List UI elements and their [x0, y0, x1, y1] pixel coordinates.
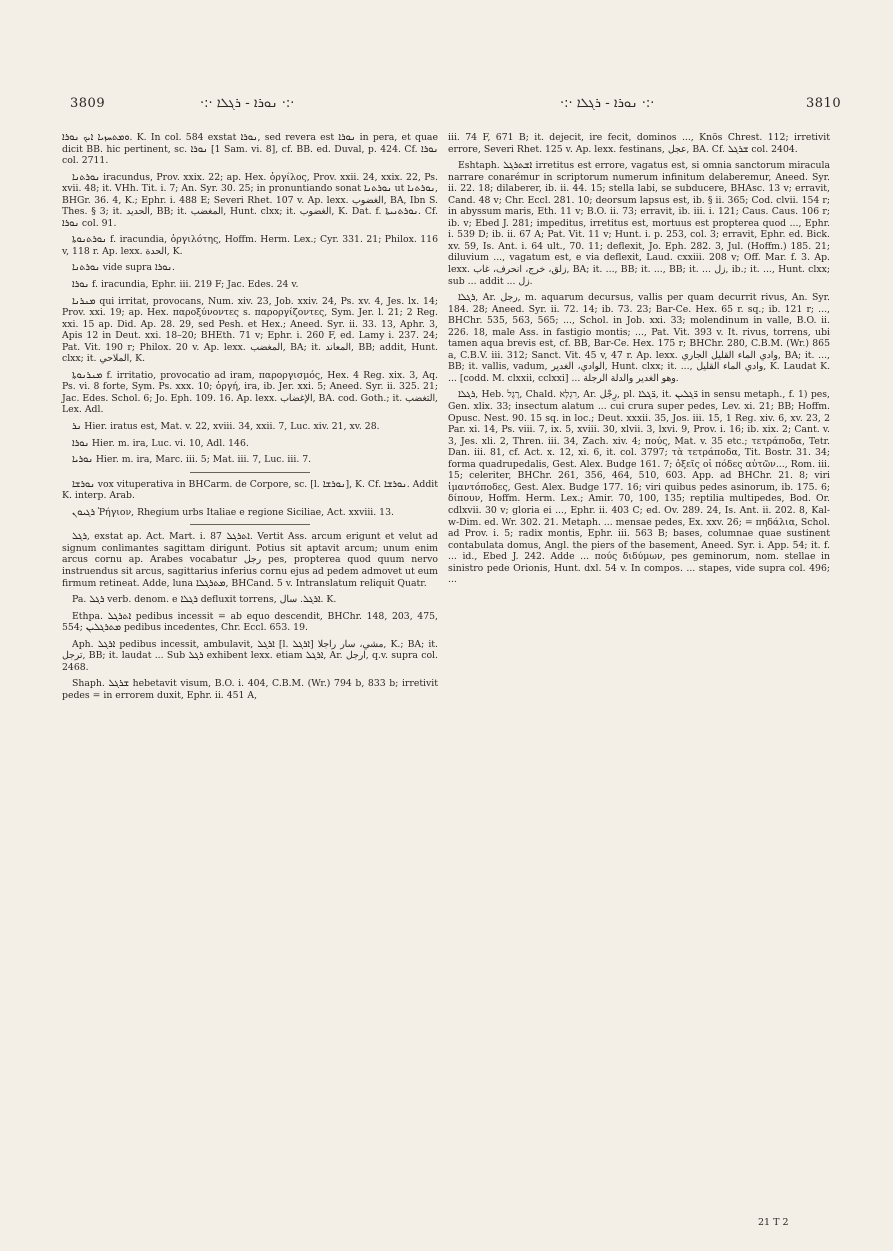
section-divider: [190, 472, 310, 473]
entry: ܢܘܪܬܢܐ vide supra ܢܘܪܐ.: [72, 262, 175, 274]
left-column: [62, 132, 438, 706]
entry: ܪܓܠܐ, Heb. רֶגֶל, Chald. רִגְלָא, Ar. رِجْل, pl. ܪ̈ܓܠܐ, it. ܪ̈ܓܠܝܢ in sensu metaph., f. 1) pes, Gen. xlix. 33; insectum alatum ... cui crura super pedes, Lev. xi. 21; BB; Hoffm. Opusc. Nest. 90. 15 sq. in loc.; Deut. xxxii. 35, Jos. iii. 15, 1 Reg. xiv. 6, xv. 23, 2 Par. xi. 14, Ps. viii. 7, ix. 5, xviii. 30, xlvii. 3, lxvi. 9, Prov. i. 16; ib. xix. 2; Cant. v. 3, Jes. xli. 2, Thren. iii. 34, Zach. xiv. 4; πούς, Mat. v. 35 etc.; τετράποδα, Tetr. Dan. iii. 81, cf. Act. x. 12, xi. 6, it. col. 3797; τὰ τετράποδα, Tit. Bostr. 31. 34; forma quadrupedalis, Gest. Alex. Budge 161. 7; ὀξεῖς οἱ πόδες αὐτῶν..., Rom. iii. 15; celeriter, BHChr. 261, 356, 464, 510, 603. App. ad BHChr. 21. 8; viri ἱμαντόποδες, Gest. Alex. Budge 177. 16; viri quibus pedes asinorum, ib. 175. 6; δίπουν, Hoffm. Herm. Lex.; Amir. 70, 100, 135; reptilia multipedes, Bod. Or. cdlxvii. 30 v; gloria ei ..., Ephr. ii. 403 C; ed. Ov. 289. 24, Is. Ant. ii. 202. 8, Kal-w-Dim. ed. Wr. 302. 21. Metaph. ... mensae pedes, Ex. xxv. 26; = πηδάλια, Schol. ad Prov. i. 5; radix montis, Ephr. iii. 563 B; bases, columnae quae sustinent contabulata domus, Angl. the piers of the basement, Aneed. Syr. i. App. 54; it. f. ... id., Ebed J. 242. Adde ... πούς διδύμων, pes geminorum, nom. stellae in sinistro pede Orionis, Hunt. dxl. 54 v. In compos. ... stapes, vide supra col. 496; ...: [448, 389, 831, 586]
entry: ܡܢܪܢܐ qui irritat, provocans, Num. xiv. 23, Job. xxiv. 24, Ps. xv. 4, Jes. lx. 14; Prov. xxi. 19; ap. Hex. παροξύνοντες s. παροργίζοντες, Sym. Jer. l. 21; 2 Reg. xxi. 15 ap. Did. Ap. 28. 29, sed Pesh. et Hex.; Aneed. Syr. ii. 33. 13, Aphr. 3, Apis 12 in Deut. xxi. 18–20; BHEth. 71 v; Ephr. i. 260 F, ed. Lamy i. 237. 24; Pat. Vit. 190 r; Philox. 20 v. Ap. lexx. المغضب, BA; it. المعاند, BB; addit, Hunt. clxx; it. الملاحي, K.: [62, 295, 438, 365]
signature-mark: 21 T 2: [758, 1217, 789, 1228]
right-running-title: ·:· ܢܘܪܐ - ܪܓܠܐ ·:·: [560, 96, 655, 111]
entry: ܪܓܠ, exstat ap. Act. Mart. i. 87 ܐܬܪܓܠ. Vertit Ass. arcum erigunt et velut ad signum conlimantes sagittam dirigunt. Potius sit aptavit arcum; unum enim arcus cornu ap. Arabes vocabatur رجل pes, propterea quod quum nervo instruendus sit arcus, sagittarius inferius cornu ejus ad pedem admovet ut eum firmum retineat. Adde, luna ܡܬܪܓܠܐ, BHCand. 5 v. Intranslatum reliquit Quatr.: [62, 531, 439, 589]
entry: ܡܢܪܢܘܬܐ f. irritatio, provocatio ad iram, παροργισμός, Hex. 4 Reg. xix. 3, Aq. Ps. vi. 8 forte, Sym. Ps. xxx. 10; ὀργή, ira, ib. Jer. xxi. 5; Aneed. Syr. ii. 325. 21; Jac. Edes. Schol. 6; Jo. Eph. 109. 16. Ap. lexx. الإغضاب, BA. cod. Goth.; it. التغضب, Lex. Adl.: [62, 369, 438, 416]
entry: ܢܘܪܬܢܐ iracundus, Prov. xxix. 22; ap. Hex. ὀργίλος, Prov. xxii. 24, xxix. 22, Ps. xvii. 48; it. VHh. Tit. i. 7; An. Syr. 30. 25; in pronuntiando sonat ܢܘܪܬܢܐ ut ܢܘܪܬܢܐ, BHGr. 36. 4, K.; Ephr. i. 488 E; Severi Rhet. 107 v. Ap. lexx. الغضوب, BA, Ibn S. Thes. § 3; it. الحديد, BB; it. المغضب, Hunt. clxx; it. الغضوب, K. Dat. f. ܢܘܪܬܢܝܬܐ. Cf. ܢܘܪܐ col. 91.: [62, 171, 438, 229]
left-page-number: 3809: [70, 96, 106, 111]
left-running-title: ·:· ܢܘܪܐ - ܪܓܠܐ ·:·: [200, 96, 295, 111]
entry: ܢܘܪܐ Hier. m. ira, Luc. vi. 10, Adl. 146.: [72, 437, 249, 449]
entry: ܢܘܪܐ f. iracundia, Ephr. iii. 219 F; Jac. Edes. 24 v.: [72, 279, 299, 291]
entry: iii. 74 F, 671 B; it. dejecit, ire fecit, dominos ..., Knös Chrest. 112; irretivit errore, Severi Rhet. 125 v. Ap. lexx. festinans, عجل, BA. Cf. ܫܪܓܠ col. 2404.: [448, 132, 830, 155]
entry: Ethpa. ܐܬܪܓܠ pedibus incessit = ab equo descendit, BHChr. 148, 203, 475, 554; ܡܬܪܓܠܝܢ pedibus incedentes, Chr. Eccl. 653. 19.: [62, 610, 439, 634]
entry: Eshtaph. ܐܫܬܪܓܠ irretitus est errore, vagatus est, si omnia sanctorum miracula narrare conarémur in scriptorum numerum infinitum delaberemur, Aneed. Syr. ii. 22. 18; dilaberer, ib. ii. 44. 15; stella labi, se subducere, BHAsc. 13 v; erravit, Cand. 48 v; Chr. Eccl. 281. 10; deorsum lapsus est, ib. § ii. 365; Cod. clvii. 154 r; in abyssum maris, Eth. 11 v; B.O. ii. 73; erravit, ib. iii. i. 121; Caus. Caus. 106 r; ib. v; Ebed J. 281; impeditus, irretitus est, mortuus est propterea quod ..., Ephr. i. 539 D; ib. ii. 67 A; Pat. Vit. 11 v; Hunt. i. p. 253, col. 3; erravit, Ephr. ed. Bick. xv. 59, Is. Ant. i. 64 ult., 70. 11; deflexit, Jo. Eph. 282. 3, Jul. (Hoffm.) 185. 21; diluvium ..., vagatum est, e via deflexit, Laud. cxxiii. 208 v; Off. Mar. f. 3. Ap. lexx. زلق، خرج، انحرف، غاب, BA; it. ..., BB; it. ..., BB; it. ... زل, ib.; it. ..., Hunt. clxx; sub ... addit ... زل.: [448, 160, 830, 287]
entry: Aph. ܐܪܓܠ pedibus incessit, ambulavit, ܐܪܓܠ [l. ܐܪܓܠ] مشي، سار راجلا, K.; BA; it. ترجل, BB; it. laudat ... Sub ܪܓܠ exhibent lexx. etiam ܐܪܓܠ, Ar. ارجل, q.v. supra col. 2468.: [62, 638, 438, 673]
entry: ܪܓܝܘܢ Ῥήγιον, Rhegium urbs Italiae e regione Siciliae, Act. xxviii. 13.: [72, 506, 394, 518]
entry: ܢܘܪܝܐ Hier. m. ira, Marc. iii. 5; Mat. iii. 7, Luc. iii. 7.: [72, 454, 312, 466]
right-page-number: 3810: [806, 96, 842, 111]
entry: Pa. ܪܓܠ verb. denom. e ܪܓܠܐ defluxit torrens, ܐܪܓܠ. سال. K.: [72, 594, 337, 606]
entry: ܢܘܪܬܢܘܬܐ f. iracundia, ὀργιλότης, Hoffm. Herm. Lex.; Cyr. 331. 21; Philox. 116 v, 118 r. Ap. lexx. الحدة, K.: [62, 234, 438, 257]
entry: Shaph. ܫܪܓܠ hebetavit visum, B.O. i. 404, C.B.M. (Wr.) 794 b, 833 b; irretivit pedes = in errorem duxit, Ephr. ii. 451 A,: [62, 678, 438, 701]
section-divider: [190, 524, 310, 525]
right-column: [448, 132, 830, 591]
entry: ܢܪ Hier. iratus est, Mat. v. 22, xviii. 34, xxii. 7, Luc. xiv. 21, xv. 28.: [72, 421, 380, 433]
entry: ܪܓܠܐ, Ar. رجل, m. aquarum decursus, vallis per quam decurrit rivus, An. Syr. 184. 28; Aneed. Syr. ii. 72. 14; ib. 73. 23; Bar-Ce. Hex. 65 r. sq.; ib. 121 r; ..., BHChr. 535, 563, 565; ..., Schol. in Job. xxi. 33; molendinum in valle, B.O. ii. 226. 18, male Ass. in fastigio montis; ..., Pat. Vit. 393 v. It. rivus, torrens, ubi tamen aqua brevis est, cf. BB, Bar-Ce. Hex. 175 r; BHChr. 280, C.B.M. (Wr.) 865 a, C.B.V. iii. 312; Sanct. Vit. 45 v, 47 r. Ap. lexx. وادي الماء القليل الجاري, BA; it. ..., BB; it. vallis, vadum, الوادي، الغدير, Hunt. clxx; it. ..., وادي الماء القليل, K. Laudat K. ... [codd. M. clxxii, cclxxi] ... وهو الغدير والدلة الرجلة.: [448, 292, 831, 384]
entry: ܢܘܪܫܐ vox vituperativa in BHCarm. de Corpore, sc. [l. ܢܘܪܫܐ], K. Cf. ܢܘܪܫܐ. Addit K. interp. Arab.: [62, 478, 438, 502]
entry: ܘܡܬܚܙܝܐ ܐܝܟ ܢܘܪܐ. K. In col. 584 exstat ܢܘܪܐ, sed revera est ܢܘܪܐ in pera, et quae dicit BB. hic pertinent, sc. ܢܘܪܐ [1 Sam. vi. 8], cf. BB. ed. Duval, p. 424. Cf. ܢܘܪܐ col. 2711.: [62, 132, 438, 167]
